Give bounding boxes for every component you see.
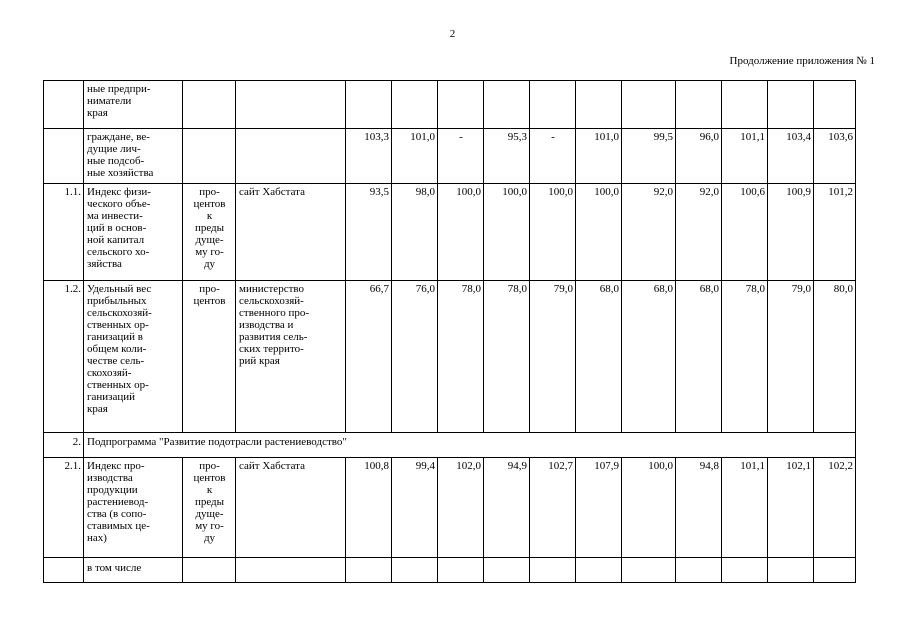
value-cell: 99,5 <box>622 129 676 184</box>
indicator-name-cell: ные предпри- ниматели края <box>84 81 183 129</box>
appendix-continuation-note: Продолжение приложения № 1 <box>729 55 875 67</box>
value-cell: 68,0 <box>622 281 676 433</box>
unit-cell: про- центов к преды дуще- му го- ду <box>183 184 236 281</box>
row-number-cell <box>44 558 84 583</box>
indicator-name-cell: в том числе <box>84 558 183 583</box>
value-cell: 79,0 <box>768 281 814 433</box>
value-cell: 101,0 <box>392 129 438 184</box>
value-cell <box>438 558 484 583</box>
value-cell <box>814 558 856 583</box>
value-cell: 102,0 <box>438 458 484 558</box>
row-number-cell <box>44 81 84 129</box>
value-cell <box>814 81 856 129</box>
value-cell: 100,0 <box>484 184 530 281</box>
table-body <box>44 81 856 583</box>
value-cell: 80,0 <box>814 281 856 433</box>
value-cell: 79,0 <box>530 281 576 433</box>
table-row <box>44 458 856 558</box>
indicators-table <box>43 80 856 583</box>
source-cell: сайт Хабстата <box>236 184 346 281</box>
row-number-cell: 1.1. <box>44 184 84 281</box>
value-cell: 100,0 <box>576 184 622 281</box>
value-cell: 103,3 <box>346 129 392 184</box>
value-cell <box>722 81 768 129</box>
value-cell: 68,0 <box>676 281 722 433</box>
indicator-name-cell: Индекс про- изводства продукции растениевод- ства (в сопо- ставимых це- нах) <box>84 458 183 558</box>
value-cell <box>676 81 722 129</box>
value-cell <box>530 558 576 583</box>
value-cell <box>392 81 438 129</box>
value-cell: 102,2 <box>814 458 856 558</box>
table-row <box>44 184 856 281</box>
source-cell: министерство сельскохозяй- ственного про- изводства и развития сель- ских террито- рий края <box>236 281 346 433</box>
value-cell: 78,0 <box>484 281 530 433</box>
table-row <box>44 81 856 129</box>
unit-cell: про- центов <box>183 281 236 433</box>
value-cell: 100,0 <box>622 458 676 558</box>
value-cell: 96,0 <box>676 129 722 184</box>
page-number: 2 <box>449 28 456 40</box>
value-cell <box>622 558 676 583</box>
value-cell: 102,7 <box>530 458 576 558</box>
value-cell: 103,6 <box>814 129 856 184</box>
value-cell <box>768 558 814 583</box>
source-cell <box>236 129 346 184</box>
value-cell <box>484 558 530 583</box>
unit-cell <box>183 129 236 184</box>
subprogram-title-cell: Подпрограмма "Развитие подотрасли растениеводство" <box>84 433 856 458</box>
value-cell <box>346 81 392 129</box>
unit-cell <box>183 81 236 129</box>
value-cell: - <box>438 129 484 184</box>
value-cell: 92,0 <box>622 184 676 281</box>
value-cell: 76,0 <box>392 281 438 433</box>
value-cell: 68,0 <box>576 281 622 433</box>
unit-cell: про- центов к преды дуще- му го- ду <box>183 458 236 558</box>
value-cell: 78,0 <box>722 281 768 433</box>
source-cell: сайт Хабстата <box>236 458 346 558</box>
row-number-cell: 2. <box>44 433 84 458</box>
value-cell <box>768 81 814 129</box>
value-cell <box>576 81 622 129</box>
value-cell <box>676 558 722 583</box>
value-cell: 100,9 <box>768 184 814 281</box>
indicator-name-cell: Индекс физи- ческого объе- ма инвести- ций в основ- ной капитал сельского хо- зяйства <box>84 184 183 281</box>
value-cell <box>722 558 768 583</box>
value-cell: - <box>530 129 576 184</box>
indicator-name-cell: Удельный вес прибыльных сельскохозяй- ственных ор- ганизаций в общем коли- честве сель- скохозяй- ственных ор- ганизаций края <box>84 281 183 433</box>
value-cell: 101,2 <box>814 184 856 281</box>
unit-cell <box>183 558 236 583</box>
table-row <box>44 281 856 433</box>
value-cell <box>576 558 622 583</box>
table-row <box>44 433 856 458</box>
value-cell <box>346 558 392 583</box>
value-cell: 100,6 <box>722 184 768 281</box>
value-cell: 93,5 <box>346 184 392 281</box>
value-cell: 98,0 <box>392 184 438 281</box>
value-cell: 102,1 <box>768 458 814 558</box>
value-cell: 100,8 <box>346 458 392 558</box>
value-cell <box>484 81 530 129</box>
source-cell <box>236 81 346 129</box>
value-cell: 78,0 <box>438 281 484 433</box>
value-cell: 92,0 <box>676 184 722 281</box>
value-cell: 66,7 <box>346 281 392 433</box>
value-cell <box>392 558 438 583</box>
value-cell: 94,9 <box>484 458 530 558</box>
source-cell <box>236 558 346 583</box>
value-cell: 95,3 <box>484 129 530 184</box>
value-cell: 103,4 <box>768 129 814 184</box>
row-number-cell: 2.1. <box>44 458 84 558</box>
value-cell: 100,0 <box>530 184 576 281</box>
value-cell <box>438 81 484 129</box>
row-number-cell: 1.2. <box>44 281 84 433</box>
value-cell: 107,9 <box>576 458 622 558</box>
value-cell: 101,1 <box>722 458 768 558</box>
table-row <box>44 129 856 184</box>
indicator-name-cell: граждане, ве- дущие лич- ные подсоб- ные хозяйства <box>84 129 183 184</box>
value-cell: 99,4 <box>392 458 438 558</box>
value-cell: 94,8 <box>676 458 722 558</box>
row-number-cell <box>44 129 84 184</box>
value-cell <box>622 81 676 129</box>
value-cell: 101,1 <box>722 129 768 184</box>
value-cell: 100,0 <box>438 184 484 281</box>
table-row <box>44 558 856 583</box>
value-cell <box>530 81 576 129</box>
value-cell: 101,0 <box>576 129 622 184</box>
